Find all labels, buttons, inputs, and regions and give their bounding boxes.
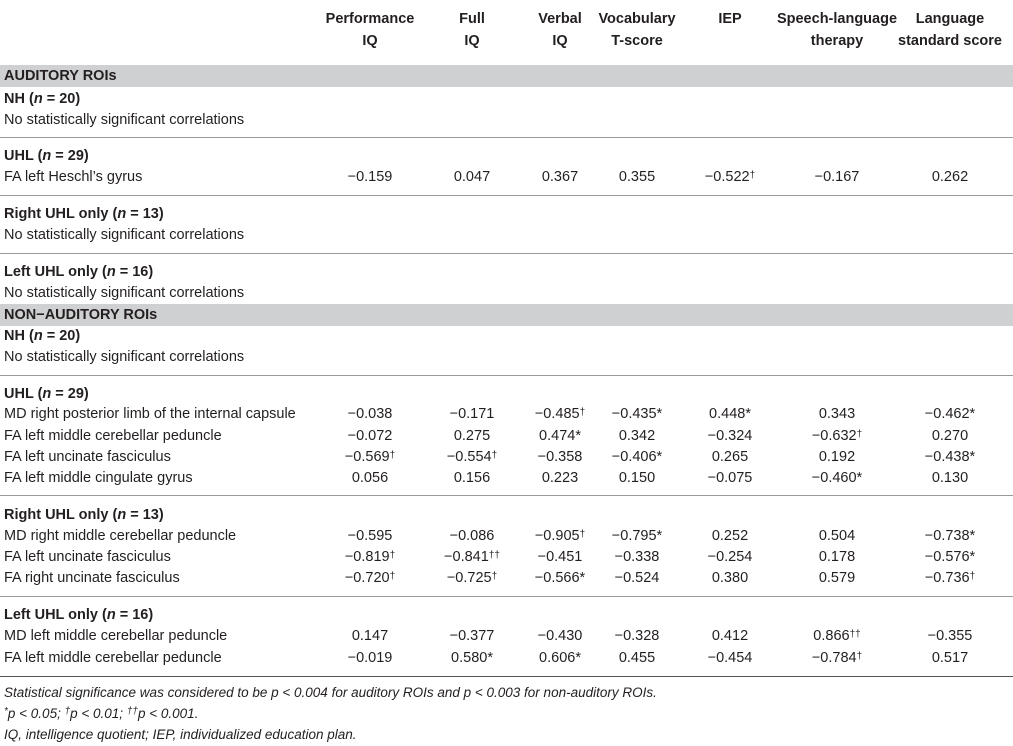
- group-n: n: [106, 607, 116, 623]
- group-count: = 13): [126, 507, 164, 523]
- group-count: = 13): [126, 206, 164, 222]
- cell-value: 0.504: [818, 528, 856, 544]
- row-label: MD right posterior limb of the internal capsule: [4, 406, 296, 422]
- row-label: FA left middle cerebellar peduncle: [4, 428, 222, 444]
- row-label: FA left middle cerebellar peduncle: [4, 650, 222, 666]
- cell-value: 0.056: [351, 470, 389, 486]
- value-cell: [422, 468, 522, 489]
- significance-marker: ††: [488, 550, 500, 561]
- cell-value: 0.355: [618, 169, 656, 185]
- group-n: n: [106, 264, 116, 280]
- cell-value: −0.566*: [534, 570, 586, 586]
- cell-value: 0.192: [818, 449, 856, 465]
- footnote-marker: ††: [126, 706, 138, 717]
- value-cell: [587, 526, 687, 547]
- cell-value: −0.406*: [611, 449, 663, 465]
- value-cell: [587, 626, 687, 647]
- value-cell: [787, 468, 887, 489]
- significance-marker: †: [579, 529, 586, 540]
- cell-value: 0.150: [618, 470, 656, 486]
- cell-value: 0.275: [453, 428, 491, 444]
- cell-value: 0.412: [711, 628, 749, 644]
- value-cell: [320, 426, 420, 447]
- table-row: [0, 568, 1013, 589]
- header-line2: standard score: [898, 33, 1002, 49]
- value-cell: [787, 426, 887, 447]
- cell-value: −0.171: [449, 406, 495, 422]
- significance-marker: †: [491, 571, 498, 582]
- cell-value: −0.159: [347, 169, 393, 185]
- group-label: Right UHL only (: [4, 206, 118, 222]
- value-cell: [900, 426, 1000, 447]
- cell-value: −0.905: [534, 528, 580, 544]
- group-title-nh: [4, 89, 80, 109]
- header-line1: Speech-language: [776, 11, 898, 27]
- cell-value: 0.262: [931, 169, 969, 185]
- row-label: FA left middle cingulate gyrus: [4, 470, 193, 486]
- cell-value: −0.819: [344, 549, 390, 565]
- table-row: [0, 547, 1013, 568]
- value-cell: [680, 626, 780, 647]
- value-cell: [900, 404, 1000, 425]
- value-cell: [680, 447, 780, 468]
- group-divider: [0, 375, 1013, 376]
- significance-marker: †: [491, 450, 498, 461]
- cell-value: 0.265: [711, 449, 749, 465]
- header-iep: [690, 8, 770, 30]
- cell-value: −0.736: [924, 570, 970, 586]
- header-line2: IQ: [552, 33, 568, 49]
- header-line1: Performance: [325, 11, 415, 27]
- table-row: [0, 526, 1013, 547]
- group-title-right-uhl: [4, 505, 164, 525]
- value-cell: [787, 547, 887, 568]
- cell-value: −0.338: [614, 549, 660, 565]
- value-cell: [422, 547, 522, 568]
- row-label: FA left Heschl’s gyrus: [4, 169, 143, 185]
- cell-value: 0.270: [931, 428, 969, 444]
- group-label: Left UHL only (: [4, 607, 107, 623]
- significance-marker: †: [749, 170, 756, 181]
- no-correlations-note: No statistically significant correlations: [4, 349, 245, 365]
- cell-value: −0.595: [347, 528, 393, 544]
- cell-value: −0.485: [534, 406, 580, 422]
- group-title-uhl: [4, 146, 89, 166]
- cell-value: 0.866: [813, 628, 850, 644]
- value-cell: [587, 468, 687, 489]
- value-cell: [320, 404, 420, 425]
- value-cell: [680, 547, 780, 568]
- header-line1: IEP: [718, 11, 742, 27]
- group-divider: [0, 195, 1013, 196]
- group-count: = 29): [51, 148, 89, 164]
- cell-value: −0.358: [537, 449, 583, 465]
- value-cell: [422, 426, 522, 447]
- footnote-significance: Statistical significance was considered to be p < 0.004 for auditory ROIs and p < 0.003 for non-auditory ROIs.: [4, 685, 657, 700]
- cell-value: −0.795*: [611, 528, 663, 544]
- value-cell: [320, 526, 420, 547]
- header-line1: Verbal: [538, 11, 582, 27]
- cell-value: −0.524: [614, 570, 660, 586]
- group-count: = 16): [115, 264, 154, 280]
- cell-value: 0.343: [818, 406, 856, 422]
- group-title-uhl: [4, 384, 89, 404]
- group-count: = 29): [51, 386, 89, 402]
- cell-value: 0.342: [618, 428, 656, 444]
- footnote-text: p < 0.001.: [137, 706, 199, 721]
- value-cell: [320, 447, 420, 468]
- table-row: [0, 404, 1013, 425]
- value-cell: [422, 568, 522, 589]
- value-cell: [787, 526, 887, 547]
- value-cell: [680, 526, 780, 547]
- footnote-text: p < 0.05;: [7, 706, 65, 721]
- value-cell: [900, 568, 1000, 589]
- value-cell: [680, 648, 780, 669]
- cell-value: 0.579: [818, 570, 856, 586]
- cell-value: −0.451: [537, 549, 583, 565]
- table-row: [0, 648, 1013, 669]
- significance-marker: †: [389, 450, 396, 461]
- value-cell: [787, 404, 887, 425]
- cell-value: 0.474*: [539, 428, 581, 444]
- group-n: n: [117, 206, 127, 222]
- cell-value: 0.380: [711, 570, 749, 586]
- cell-value: 0.178: [818, 549, 856, 565]
- cell-value: −0.430: [537, 628, 583, 644]
- cell-value: 0.147: [351, 628, 389, 644]
- group-title-right-uhl: [4, 204, 164, 224]
- group-divider: [0, 495, 1013, 496]
- header-line1: Vocabulary: [598, 11, 676, 27]
- table-row: [0, 626, 1013, 647]
- cell-value: 0.580*: [451, 650, 493, 666]
- cell-value: 0.156: [453, 470, 491, 486]
- value-cell: [900, 167, 1000, 188]
- value-cell: [422, 648, 522, 669]
- value-cell: [900, 547, 1000, 568]
- cell-value: −0.738*: [924, 528, 976, 544]
- row-label: MD left middle cerebellar peduncle: [4, 628, 228, 644]
- value-cell: [587, 648, 687, 669]
- cell-value: −0.554: [446, 449, 492, 465]
- cell-value: −0.324: [707, 428, 753, 444]
- cell-value: −0.454: [707, 650, 753, 666]
- value-cell: [787, 568, 887, 589]
- value-cell: [587, 547, 687, 568]
- value-cell: [787, 648, 887, 669]
- cell-value: −0.720: [344, 570, 390, 586]
- cell-value: −0.438*: [924, 449, 976, 465]
- value-cell: [900, 526, 1000, 547]
- cell-value: −0.019: [347, 650, 393, 666]
- cell-value: −0.435*: [611, 406, 663, 422]
- value-cell: [422, 167, 522, 188]
- no-correlations-note: No statistically significant correlations: [4, 227, 245, 243]
- value-cell: [680, 468, 780, 489]
- significance-marker: †: [969, 571, 976, 582]
- header-language-standard-score: [880, 8, 1013, 52]
- cell-value: −0.569: [344, 449, 390, 465]
- significance-marker: †: [856, 429, 863, 440]
- cell-value: −0.086: [449, 528, 495, 544]
- header-vocabulary-tscore: [582, 8, 692, 52]
- group-label: UHL (: [4, 148, 43, 164]
- cell-value: −0.167: [814, 169, 860, 185]
- group-label: Left UHL only (: [4, 264, 107, 280]
- header-line2: T-score: [611, 33, 663, 49]
- header-line2: IQ: [464, 33, 480, 49]
- no-correlations-note: No statistically significant correlations: [4, 112, 245, 128]
- group-count: = 20): [42, 91, 81, 107]
- footnote-marker: †: [64, 706, 71, 717]
- significance-marker: †: [856, 651, 863, 662]
- value-cell: [787, 167, 887, 188]
- value-cell: [680, 167, 780, 188]
- group-divider: [0, 137, 1013, 138]
- cell-value: 0.367: [541, 169, 579, 185]
- cell-value: 0.047: [453, 169, 491, 185]
- group-title-left-uhl: [4, 262, 153, 282]
- row-label: MD right middle cerebellar peduncle: [4, 528, 237, 544]
- value-cell: [422, 626, 522, 647]
- group-count: = 20): [42, 328, 81, 344]
- value-cell: [680, 404, 780, 425]
- group-n: n: [42, 386, 52, 402]
- cell-value: 0.448*: [709, 406, 751, 422]
- header-line1: Full: [459, 11, 485, 27]
- cell-value: −0.632: [811, 428, 857, 444]
- value-cell: [787, 626, 887, 647]
- table-row: [0, 426, 1013, 447]
- significance-marker: †: [389, 571, 396, 582]
- group-label: NH (: [4, 328, 34, 344]
- value-cell: [422, 526, 522, 547]
- value-cell: [320, 648, 420, 669]
- table-bottom-rule: [0, 676, 1013, 677]
- value-cell: [587, 426, 687, 447]
- cell-value: 0.223: [541, 470, 579, 486]
- row-label: FA left uncinate fasciculus: [4, 549, 171, 565]
- cell-value: −0.075: [707, 470, 753, 486]
- group-title-nh: [4, 326, 80, 346]
- table-row: [0, 167, 1013, 188]
- row-label: FA left uncinate fasciculus: [4, 449, 171, 465]
- value-cell: [587, 167, 687, 188]
- value-cell: [422, 447, 522, 468]
- cell-value: 0.252: [711, 528, 749, 544]
- footnote-marker: *: [4, 706, 8, 717]
- header-line1: Language: [915, 11, 985, 27]
- value-cell: [587, 404, 687, 425]
- group-label: Right UHL only (: [4, 507, 118, 523]
- group-divider: [0, 596, 1013, 597]
- value-cell: [900, 648, 1000, 669]
- value-cell: [320, 547, 420, 568]
- header-line2: IQ: [362, 33, 378, 49]
- row-label: FA right uncinate fasciculus: [4, 570, 180, 586]
- cell-value: −0.725: [446, 570, 492, 586]
- value-cell: [320, 468, 420, 489]
- cell-value: −0.576*: [924, 549, 976, 565]
- cell-value: −0.784: [811, 650, 857, 666]
- value-cell: [900, 468, 1000, 489]
- value-cell: [787, 447, 887, 468]
- group-divider: [0, 253, 1013, 254]
- value-cell: [900, 447, 1000, 468]
- header-line2: therapy: [810, 33, 864, 49]
- footnote-text: p < 0.01;: [70, 706, 127, 721]
- value-cell: [680, 568, 780, 589]
- cell-value: −0.254: [707, 549, 753, 565]
- value-cell: [587, 447, 687, 468]
- cell-value: −0.377: [449, 628, 495, 644]
- cell-value: −0.328: [614, 628, 660, 644]
- cell-value: 0.517: [931, 650, 969, 666]
- group-label: NH (: [4, 91, 34, 107]
- value-cell: [422, 404, 522, 425]
- cell-value: −0.460*: [811, 470, 863, 486]
- group-n: n: [33, 91, 43, 107]
- top-spacer: [0, 0, 1013, 1]
- no-correlations-note: No statistically significant correlations: [4, 285, 245, 301]
- value-cell: [680, 426, 780, 447]
- group-n: n: [42, 148, 52, 164]
- value-cell: [320, 568, 420, 589]
- value-cell: [320, 626, 420, 647]
- significance-marker: †: [389, 550, 396, 561]
- group-n: n: [117, 507, 127, 523]
- section-band-nonauditory: NON−AUDITORY ROIs: [0, 304, 1013, 326]
- group-label: UHL (: [4, 386, 43, 402]
- cell-value: −0.038: [347, 406, 393, 422]
- table-row: [0, 468, 1013, 489]
- cell-value: −0.522: [704, 169, 750, 185]
- footnote-pvalues: [4, 704, 198, 724]
- section-band-auditory: AUDITORY ROIs: [0, 65, 1013, 87]
- cell-value: −0.072: [347, 428, 393, 444]
- significance-marker: ††: [849, 629, 861, 640]
- group-count: = 16): [115, 607, 154, 623]
- cell-value: 0.606*: [539, 650, 581, 666]
- group-n: n: [33, 328, 43, 344]
- footnote-abbreviations: IQ, intelligence quotient; IEP, individualized education plan.: [4, 727, 357, 742]
- cell-value: 0.455: [618, 650, 656, 666]
- cell-value: −0.462*: [924, 406, 976, 422]
- cell-value: −0.841: [444, 549, 489, 565]
- value-cell: [587, 568, 687, 589]
- cell-value: −0.355: [927, 628, 973, 644]
- table-row: [0, 447, 1013, 468]
- significance-marker: †: [579, 407, 586, 418]
- cell-value: 0.130: [931, 470, 969, 486]
- value-cell: [900, 626, 1000, 647]
- group-title-left-uhl: [4, 605, 153, 625]
- value-cell: [320, 167, 420, 188]
